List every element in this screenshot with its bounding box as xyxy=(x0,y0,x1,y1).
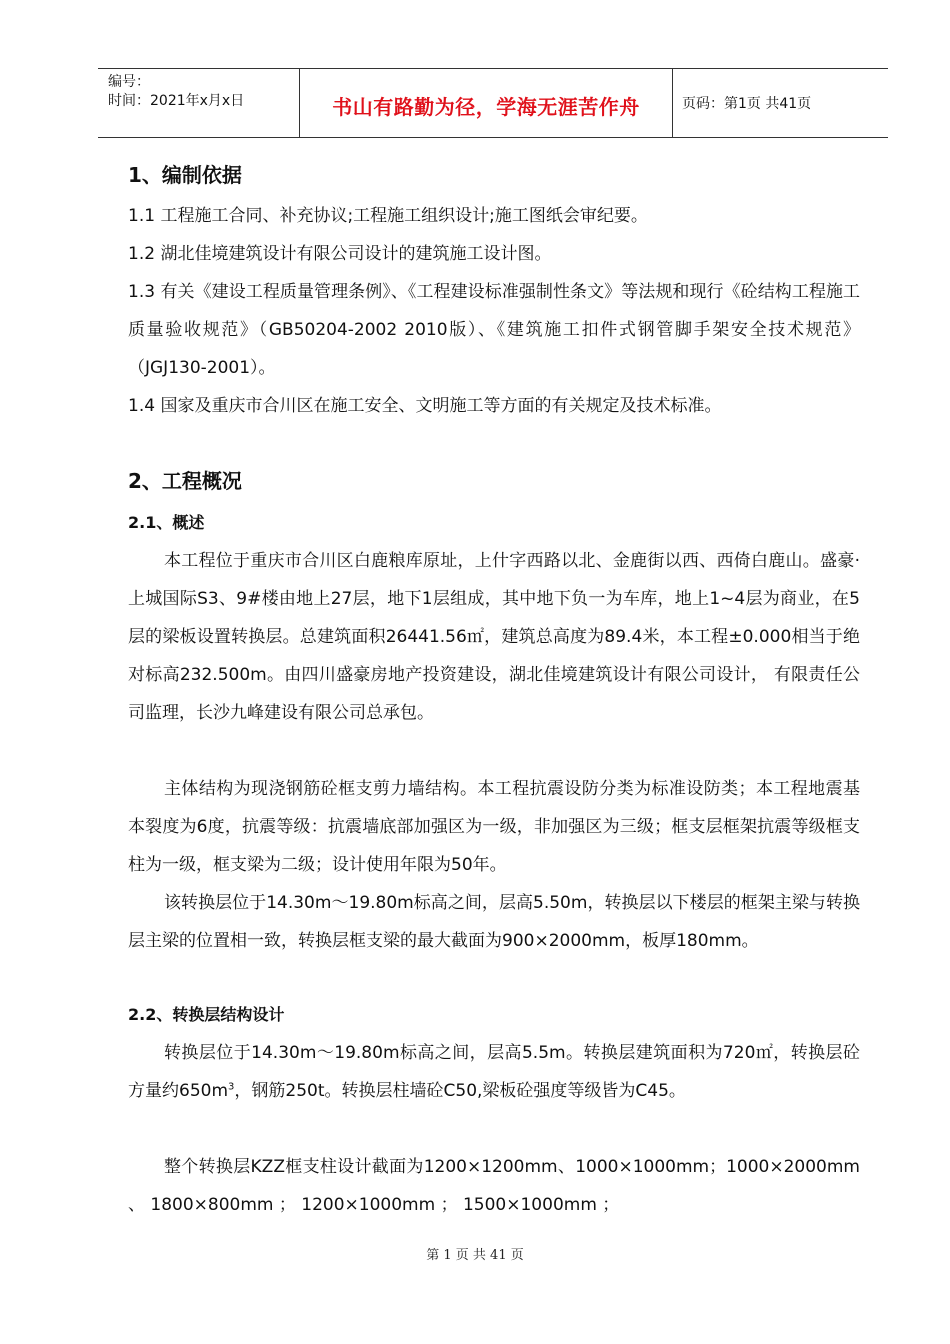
transfer-paragraph-1-b: ，钢筋250t。转换层柱墙砼C50,梁板砼强度等级皆为C45。 xyxy=(234,1081,686,1101)
header-meta-cell xyxy=(98,69,299,137)
time-label: 时间：2021年x月x日 xyxy=(108,93,245,109)
transfer-paragraph-2: 整个转换层KZZ框支柱设计截面为1200×1200mm、1000×1000mm；1000×2000mm 、 1800×800mm ； 1200×1000mm ； 1500×1000mm ； xyxy=(128,1157,860,1215)
header-motto-cell xyxy=(299,69,673,137)
motto-text: 书山有路勤为径，学海无涯苦作舟 xyxy=(332,95,640,119)
overview-paragraph-1: 本工程位于重庆市合川区白鹿粮库原址，上什字西路以北、金鹿街以西、西倚白鹿山。盛豪·上城国际S3、9#楼由地上27层，地下1层组成，其中地下负一为车库，地上1~4层为商业，在5层的梁板设置转换层。总建筑面积26441.56㎡，建筑总高度为89.4米，本工程±0.000相当于绝对标高232.500m。由四川盛豪房地产投资建设，湖北佳境建筑设计有限公司设计， 有限责任公司监理，长沙九峰建设有限公司总承包。 xyxy=(128,551,860,723)
transfer-paragraph-1-a: 转换层位于14.30m～19.80m标高之间，层高5.5m。转换层建筑面积为720㎡，转换层砼方量约650m xyxy=(128,1043,860,1101)
page-footer: 第 1 页 共 41 页 xyxy=(426,1248,524,1263)
transfer-paragraph-1 xyxy=(128,1034,860,1110)
section1-item-3: 1.3 有关《建设工程质量管理条例》、《工程建设标准强制性条文》等法规和现行《砼结构工程施工质量验收规范》（GB50204-2002 2010版）、《建筑施工扣件式钢管脚手架安全技术规范》（JGJ130-2001）。 xyxy=(128,282,860,378)
document-header xyxy=(98,68,888,138)
section1-item-4: 1.4 国家及重庆市合川区在施工安全、文明施工等方面的有关规定及技术标准。 xyxy=(128,396,722,416)
serial-label: 编号： xyxy=(108,74,150,90)
section2-2-title: 2.2、转换层结构设计 xyxy=(128,1005,285,1024)
section1-title: 1、编制依据 xyxy=(128,163,242,187)
overview-paragraph-3: 该转换层位于14.30m～19.80m标高之间，层高5.50m，转换层以下楼层的框架主梁与转换层主梁的位置相一致，转换层框支梁的最大截面为900×2000mm，板厚180mm。 xyxy=(128,893,860,951)
section2-title: 2、工程概况 xyxy=(128,469,242,493)
page-label: 页码：第1页 共41页 xyxy=(682,96,812,112)
section2-1-title: 2.1、概述 xyxy=(128,513,205,532)
overview-paragraph-2: 主体结构为现浇钢筋砼框支剪力墙结构。本工程抗震设防分类为标准设防类；本工程地震基本裂度为6度，抗震等级：抗震墙底部加强区为一级，非加强区为三级；框支层框架抗震等级框支柱为一级，框支梁为二级；设计使用年限为50年。 xyxy=(128,779,860,875)
section1-item-1: 1.1 工程施工合同、补充协议;工程施工组织设计;施工图纸会审纪要。 xyxy=(128,206,648,226)
header-page-cell xyxy=(672,69,888,137)
section1-item-2: 1.2 湖北佳境建筑设计有限公司设计的建筑施工设计图。 xyxy=(128,244,552,264)
cubic-superscript: 3 xyxy=(228,1081,235,1093)
